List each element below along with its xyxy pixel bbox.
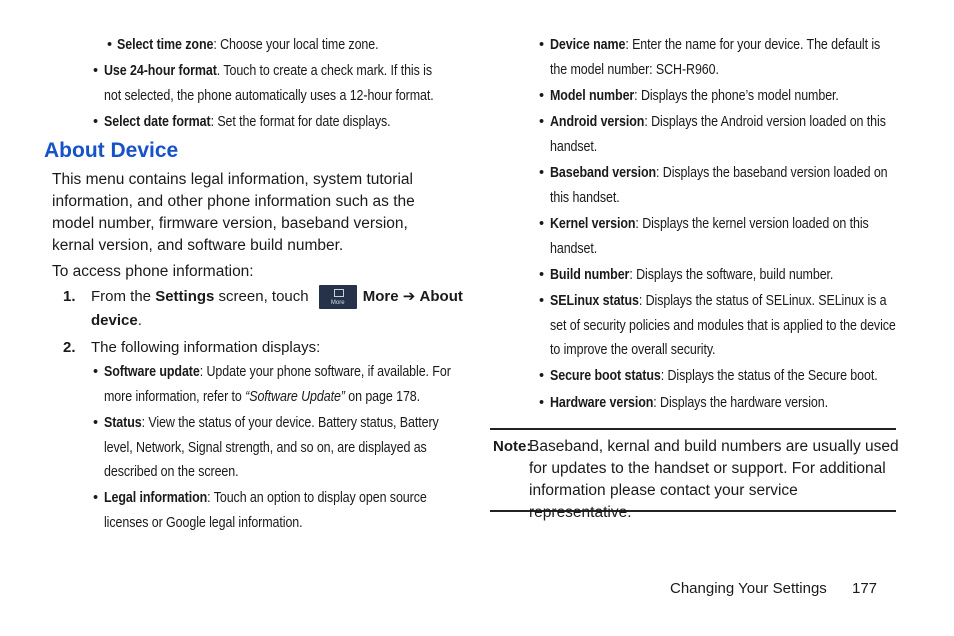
bullet-term: Select time zone xyxy=(117,37,214,53)
bullet-term: Kernel version xyxy=(550,216,636,232)
bullet-term: Baseband version xyxy=(550,165,657,181)
bullet-dot: • xyxy=(539,216,545,232)
bullet-dot: • xyxy=(539,267,545,283)
page-number: 177 xyxy=(852,580,878,597)
bullet-term: Secure boot status xyxy=(550,368,661,384)
bullet-term: Device name xyxy=(550,37,626,53)
bullet-dot: • xyxy=(539,114,545,130)
intro-paragraph: This menu contains legal information, system tutorial information, and other phone information such as the model number, firmware version, baseband version, kernal version, and software build number. xyxy=(52,171,415,254)
bullet-dot: • xyxy=(539,165,545,181)
step-1-text: From the Settings screen, touch More More ➔ About xyxy=(91,285,463,309)
note-label: Note: xyxy=(493,438,532,455)
more-icon: More xyxy=(319,285,357,309)
arrow-icon: ➔ xyxy=(402,288,416,305)
bullet-dot: • xyxy=(539,293,545,309)
bullet-dot: • xyxy=(93,364,99,380)
bullet-dot: • xyxy=(539,88,545,104)
step-1-continuation: device. xyxy=(91,312,142,329)
bullet-term: Legal information xyxy=(104,490,208,506)
bullet-term: Use 24-hour format xyxy=(104,63,217,79)
bullet-dot: • xyxy=(93,490,99,506)
step-number: 2. xyxy=(63,339,76,356)
note-box xyxy=(490,428,899,521)
bullet-desc: not selected, the phone automatically uses a 12-hour format. xyxy=(104,87,434,104)
bullet-desc: . Touch to create a check mark. If this is xyxy=(216,63,432,79)
access-text: To access phone information: xyxy=(52,263,254,280)
footer-section-title: Changing Your Settings xyxy=(670,580,827,597)
step-2-text: The following information displays: xyxy=(91,339,321,356)
bullet-dot: • xyxy=(539,37,545,53)
step-number: 1. xyxy=(63,288,76,305)
section-heading: About Device xyxy=(44,139,179,162)
bullet-dot: • xyxy=(93,63,99,79)
bullet-desc: : Choose your local time zone. xyxy=(213,37,379,53)
bullet-desc: : Set the format for date displays. xyxy=(210,114,391,130)
bullet-term: Select date format xyxy=(104,114,211,130)
bullet-term: Model number xyxy=(550,88,635,104)
cross-reference: “Software Update” xyxy=(245,388,345,405)
bullet-term: Status xyxy=(104,415,142,431)
note-text: Baseband, kernal and build numbers are usually used for updates to the handset or support. For additional information please contact your service representative. xyxy=(529,438,899,521)
bullet-dot: • xyxy=(539,368,545,384)
bullet-term: Hardware version xyxy=(550,395,654,411)
bullet-dot: • xyxy=(107,37,113,53)
bullet-term: Software update xyxy=(104,364,200,380)
bullet-dot: • xyxy=(539,395,545,411)
bullet-term: SELinux status xyxy=(550,293,639,309)
bullet-term: Build number xyxy=(550,267,630,283)
bullet-term: Android version xyxy=(550,114,645,130)
bullet-dot: • xyxy=(93,114,99,130)
bullet-dot: • xyxy=(93,415,99,431)
